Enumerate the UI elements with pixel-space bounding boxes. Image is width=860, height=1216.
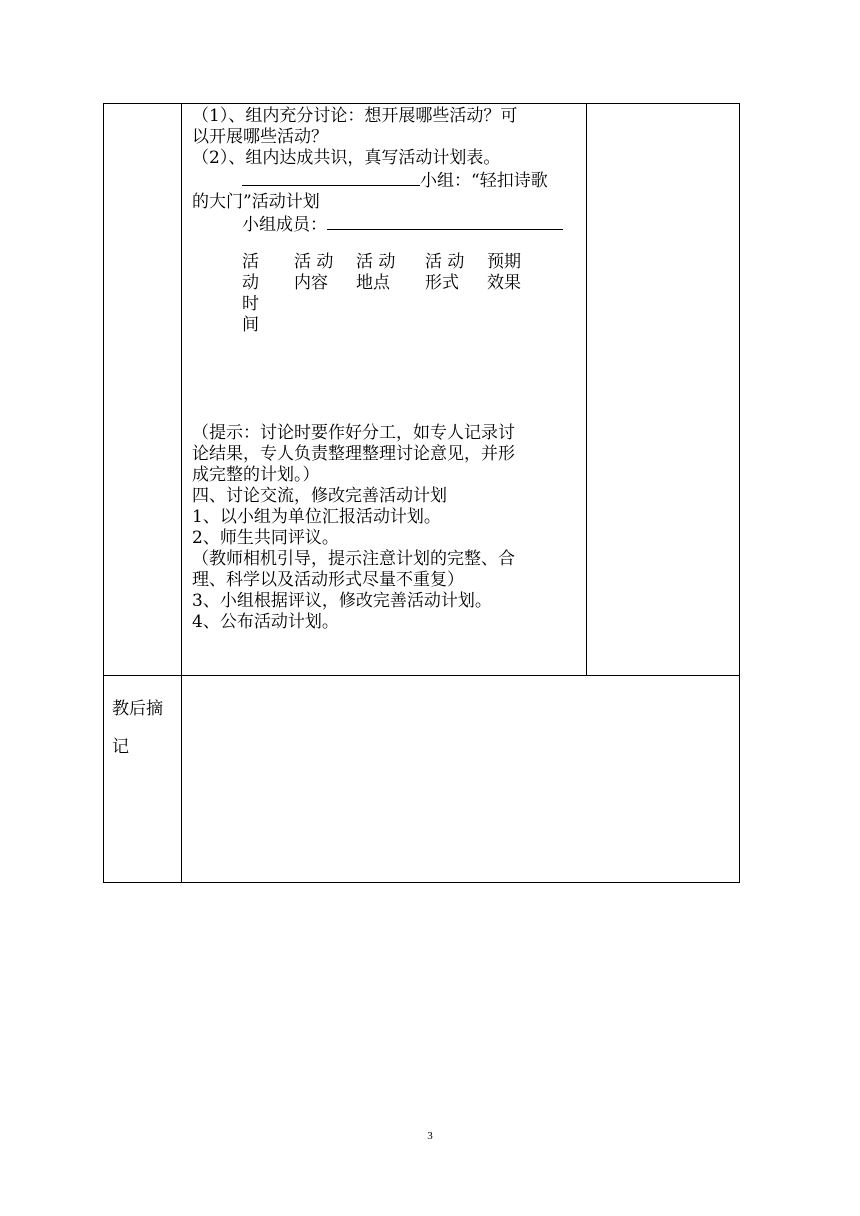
header-activity-time: 活 动 时 间 (242, 252, 259, 335)
group-suffix: 小组：“轻扣诗歌 (420, 171, 548, 191)
header-activity-form: 活 动 形式 (425, 252, 465, 293)
tip-line: （提示：讨论时要作好分工，如专人记录讨 (192, 423, 515, 443)
post-lesson-notes-label: 教后摘 记 (112, 699, 163, 757)
page-number: 3 (427, 1130, 433, 1142)
step-line: 3、小组根据评议，修改完善活动计划。 (192, 591, 492, 611)
group-name-blank (242, 169, 420, 186)
step-line: 2、师生共同评议。 (192, 528, 339, 548)
group-name-line (192, 169, 582, 192)
tip-line: 成完整的计划。） (192, 465, 320, 485)
members-label: 小组成员： (242, 215, 327, 235)
members-blank (327, 213, 563, 230)
post-lesson-notes-area[interactable] (182, 676, 739, 882)
consensus-line: （2）、组内达成共识，真写活动计划表。 (192, 148, 501, 168)
members-line (192, 213, 582, 236)
step-line: 4、公布活动计划。 (192, 612, 339, 632)
step-line: （教师相机引导，提示注意计划的完整、合 (192, 549, 515, 569)
header-activity-content: 活 动 内容 (294, 252, 334, 293)
group-plan-title: 的大门”活动计划 (192, 192, 320, 212)
section-4-title: 四、讨论交流，修改完善活动计划 (192, 486, 447, 506)
activity-plan-headers (242, 252, 582, 336)
tip-line: 论结果，专人负责整理整理讨论意见，并形 (192, 444, 515, 464)
activity-content-cell (192, 106, 582, 633)
step-line: 理、科学以及活动形式尽量不重复） (192, 570, 464, 590)
tip-block (192, 423, 582, 486)
discussion-line-2: 以开展哪些活动？ (192, 127, 328, 147)
header-expected-effect: 预期 效果 (487, 252, 521, 293)
lesson-plan-table (103, 103, 740, 883)
header-activity-location: 活 动 地点 (356, 252, 396, 293)
right-column-divider (586, 104, 587, 675)
discussion-line-1: （1）、组内充分讨论：想开展哪些活动？可 (192, 106, 518, 126)
step-line: 1、以小组为单位汇报活动计划。 (192, 507, 441, 527)
